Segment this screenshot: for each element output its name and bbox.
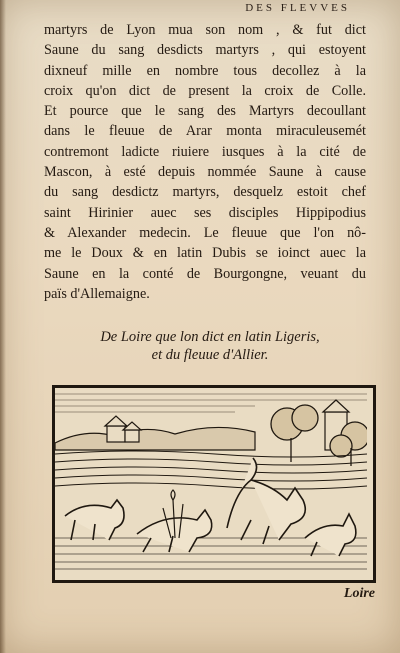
catchword: Loire	[343, 586, 375, 601]
text-line: contremont ladicte riuiere iusques à la cité de	[44, 143, 366, 160]
text-line: croix qu'on dict de present la croix de Colle.	[44, 82, 366, 99]
body-text	[44, 20, 366, 304]
text-line: du sang desdictz martyrs, desquelz estoit chef	[44, 184, 366, 201]
text-line: Mascon, à esté depuis nommée Saune à cause	[44, 164, 366, 181]
text-line: Et pource que le sang des Martyrs decoullant	[44, 103, 366, 120]
section-caption	[60, 328, 360, 364]
text-line: me le Doux & en latin Dubis se ioinct auec la	[44, 245, 366, 262]
text-line: dixneuf mille en nombre tous decollez à la	[44, 62, 366, 79]
text-line: Saune du sang desdicts martyrs , qui estoyent	[44, 42, 366, 59]
text-line: & Alexander medecin. Le fleuue que l'on nô-	[44, 224, 366, 241]
caption-line: De Loire que lon dict en latin Ligeris,	[100, 329, 320, 345]
caption-line: et du fleuue d'Allier.	[151, 347, 269, 363]
text-line: païs d'Allemaigne.	[44, 285, 150, 302]
binding-shadow	[0, 0, 6, 653]
woodcut-illustration	[52, 385, 376, 583]
text-line: martyrs de Lyon mua son nom , & fut dict	[44, 22, 366, 38]
text-line: saint Hirinier auec ses disciples Hippipodius	[44, 204, 366, 221]
running-head: DES FLEVVES	[245, 2, 350, 14]
text-line: dans le fleuue de Arar monta miraculeusemét	[44, 123, 366, 140]
text-line: Saune en la conté de Bourgongne, veuant du	[44, 265, 366, 282]
